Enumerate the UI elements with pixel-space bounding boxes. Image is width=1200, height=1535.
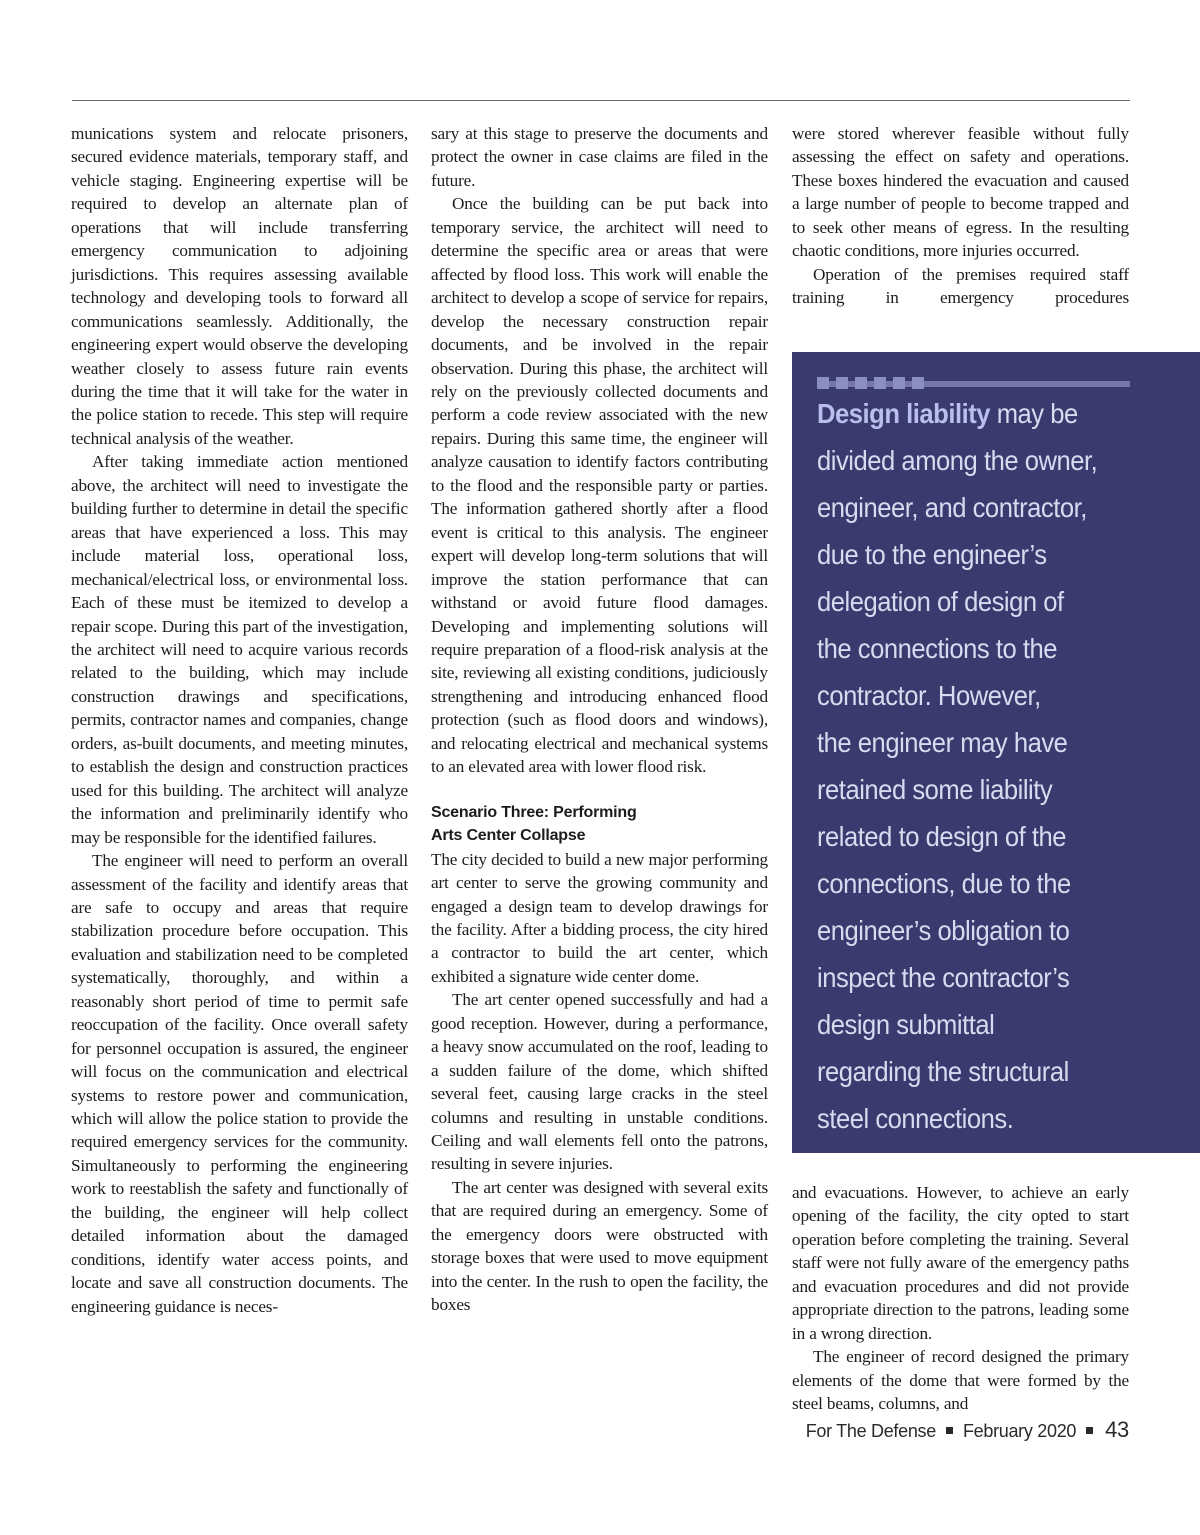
column-2 [431, 122, 768, 1317]
pull-quote-line: related to design of the [817, 821, 1067, 852]
paragraph: sary at this stage to preserve the documents and protect the owner in case claims are filed in the future. [431, 124, 768, 190]
paragraph: The engineer will need to perform an overall assessment of the facility and identify areas that are safe to occupy and areas that require stabilization procedure before occupation. This evaluation and stabilization need to be completed systematically, thoroughly, and within a reasonably short period of time to permit safe reoccupation of the facility. Once overall safety for personnel occupation is assured, the engineer will focus on the communication and electrical systems to restore power and communication, which will allow the police station to provide the required emergency services for the community. Simultaneously to performing the engineering work to reestablish the safety and functionally of the building, the engineer will help collect detailed information about the damaged conditions, identify water access points, and locate and save all construction documents. The engineering guidance is neces- [71, 851, 408, 1316]
pull-quote-line: due to the engineer’s [817, 539, 1047, 570]
decoration-square [893, 377, 905, 389]
pull-quote-line: regarding the structural [817, 1056, 1069, 1087]
decoration-square [817, 377, 829, 389]
section-heading-line: Scenario Three: Performing [431, 803, 637, 821]
pull-quote-decoration [817, 375, 1130, 389]
pull-quote-line: engineer’s obligation to [817, 915, 1070, 946]
column-1 [71, 122, 408, 1318]
paragraph: The art center was designed with several exits that are required during an emergency. Some of the emergency doors were obstructed with storage boxes that were used to move equipment into the center. In the rush to open the facility, the boxes [431, 1177, 768, 1315]
pull-quote-line: delegation of design of [817, 586, 1064, 617]
publication-name: For The Defense [805, 1421, 936, 1441]
section-heading [431, 801, 768, 848]
pull-quote [792, 352, 1200, 1153]
top-rule [72, 100, 1130, 101]
pull-quote-line: retained some liability [817, 774, 1053, 805]
paragraph: After taking immediate action mentioned above, the architect will need to investigate the building further to determine in detail the specific areas that have experienced a loss. This may include material loss, operational loss, mechanical/electrical loss, or environmental loss. Each of these must be itemized to develop a repair scope. During this part of the investigation, the architect will need to acquire various records related to the building, which may include construction drawings and specifications, permits, contractor names and companies, change orders, as-built documents, and meeting minutes, to establish the design and construction practices used for this building. The architect will analyze the information and preliminarily identify who may be responsible for the identified failures. [71, 452, 408, 847]
bullet-separator-icon [946, 1427, 953, 1434]
issue-date: February 2020 [962, 1421, 1077, 1441]
paragraph: The engineer of record designed the primary elements of the dome that were formed by the steel beams, columns, and [792, 1347, 1129, 1414]
paragraph: were stored wherever feasible without fully assessing the effect on safety and operations. These boxes hindered the evacuation and caused a large number of people to become trapped and to seek other means of egress. In the resulting chaotic conditions, more injuries occurred. [792, 124, 1129, 261]
paragraph: Once the building can be put back into temporary service, the architect will need to determine the specific area or areas that were affected by flood loss. This work will enable the architect to develop a scope of service for repairs, develop the necessary construction repair documents, and be involved in the repair observation. During this phase, the architect will rely on the previously collected documents and perform a code review associated with the new repairs. During this same time, the engineer will analyze causation to identify factors contributing to the flood and the responsible party or parties. The information gathered shortly after a flood event is critical to this analysis. The engineer expert will develop long-term solutions that will improve the station performance that can withstand or avoid future flood damages. Developing and implementing solutions will require preparation of a flood-risk analysis at the site, reviewing all existing conditions, judiciously strengthening and introducing enhanced flood protection (such as flood doors and windows), and relocating electrical and mechanical systems to an elevated area with lower flood risk. [431, 194, 768, 777]
pull-quote-fragment: may be [990, 398, 1078, 429]
pull-quote-lead: Design liability [817, 398, 991, 429]
pull-quote-line: design submittal [817, 1009, 995, 1040]
paragraph: The art center opened successfully and had a good reception. However, during a performance, a heavy snow accumulated on the roof, leading to a sudden failure of the dome, which shifted several feet, causing large cracks in the steel columns and resulting in unstable conditions. Ceiling and wall elements fell onto the patrons, resulting in severe injuries. [431, 990, 768, 1174]
paragraph: and evacuations. However, to achieve an early opening of the facility, the city opted to start operation before completing the training. Several staff were not fully aware of the emergency paths and evacuation procedures and did not provide appropriate direction to the patrons, leading some in a wrong direction. [792, 1183, 1129, 1343]
paragraph: munications system and relocate prisoners, secured evidence materials, temporary staff, and vehicle staging. Engineering expertise will be required to develop an alternate plan of operations that will include transferring emergency communication to adjoining jurisdictions. This requires assessing available technology and developing tools to forward all communications seamlessly. Additionally, the engineering expert would observe the developing weather closely to assess future rain events during the time that it will take for the water in the police station to recede. This step will require technical analysis of the weather. [71, 124, 408, 448]
pull-quote-line: connections, due to the [817, 868, 1071, 899]
pull-quote-line: the connections to the [817, 633, 1058, 664]
pull-quote-line: contractor. However, [817, 680, 1041, 711]
pull-quote-line: inspect the contractor’s [817, 962, 1070, 993]
pull-quote-line: the engineer may have [817, 727, 1068, 758]
decoration-square [836, 377, 848, 389]
column-3-top [792, 122, 1129, 310]
column-3-bottom [792, 1181, 1129, 1416]
pull-quote-line: steel connections. [817, 1103, 1014, 1134]
page-footer [806, 1417, 1129, 1447]
pull-quote-text [817, 390, 1133, 1142]
section-heading-line: Arts Center Collapse [431, 827, 586, 845]
bullet-separator-icon [1086, 1427, 1093, 1434]
pull-quote-line: engineer, and contractor, [817, 492, 1087, 523]
paragraph: The city decided to build a new major performing art center to serve the growing community and engaged a design team to develop drawings for the facility. After a bidding process, the city hired a contractor to build the art center, which exhibited a signature wide center dome. [431, 849, 768, 986]
pull-quote-line [817, 390, 1133, 437]
decoration-square [912, 377, 924, 389]
decoration-square [855, 377, 867, 389]
decoration-square [874, 377, 886, 389]
page-number: 43 [1105, 1417, 1129, 1442]
pull-quote-line: divided among the owner, [817, 445, 1098, 476]
paragraph: Operation of the premises required staff training in emergency procedures [792, 264, 1129, 308]
